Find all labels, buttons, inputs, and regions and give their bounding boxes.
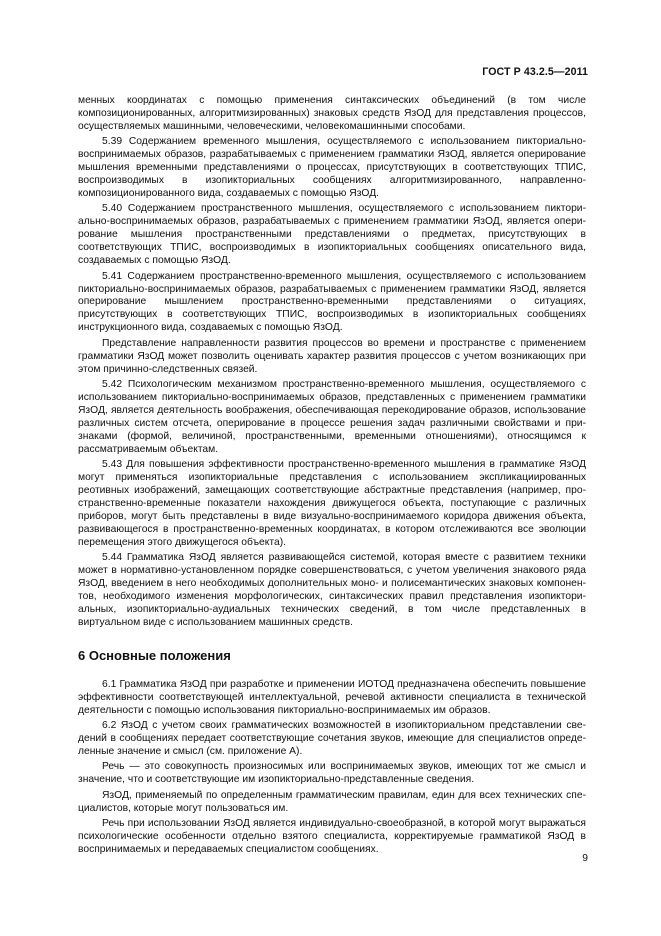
document-body <box>78 95 586 859</box>
page-number: 9 <box>582 853 588 864</box>
paragraph-speech-individual: Речь при использовании ЯзОД является индивидуально-своеобразной, в которой могут выражаться психологические особенности отдельно взятого специалиста, корректируемые грамматикой ЯзОД в воспринимаемых и передаваемых специалистом сообщениях. <box>78 817 586 855</box>
paragraph-5-39: 5.39 Содержанием временного мышления, осуществляемого с использованием пикториально-воспринимаемых образов, разрабатываемых с применением грамматики ЯзОД, является оперирование мышления временными представлениями о процессах, присутствующих в соответствующих ТПИС, воспроизводимых в изопикториальных сообщениях алгоритмизированного, направленно-композиционированного вида, создаваемых с помощью ЯзОД. <box>78 136 586 200</box>
paragraph-yazod-unified: ЯзОД, применяемый по определенным грамматическим правилам, един для всех технических специалистов, которые могут пользоваться им. <box>78 789 586 814</box>
paragraph-6-2: 6.2 ЯзОД с учетом своих грамматических возможностей в изопикториальном представлении сведений в сообщениях передает соответствующие сочетания звуков, имеющие для специалистов определенные значение и смысл (см. приложение А). <box>78 720 586 758</box>
paragraph-5-41: 5.41 Содержанием пространственно-временного мышления, осуществляемого с использованием пикториально-воспринимаемых образов, разрабатываемых с применением грамматики ЯзОД, является оперирование мышлением пространственно-временными представлениями о ситуациях, присутствующих в соответствующих ТПИС, воспроизводимых в изопикториальных сообщениях инструкционного вида, создаваемых с помощью ЯзОД. <box>78 270 586 334</box>
section-heading: 6 Основные положения <box>78 647 231 663</box>
paragraph-5-44: 5.44 Грамматика ЯзОД является развивающейся системой, которая вместе с развитием техники может в нормативно-установленном порядке совершенствоваться, с учетом увеличения знакового ряда ЯзОД, введением в него необходимых дополнительных моно- и полисемантических знаковых компонентов, необходимого изменения морфологических, синтаксических правил представления изопикториальных, изопикториально-аудиальных технических сведений, в том числе представленных в виртуальном виде с использованием машинных средств. <box>78 552 586 628</box>
paragraph-5-42: 5.42 Психологическим механизмом пространственно-временного мышления, осуществляемого с использованием пикториально-воспринимаемых образов, представленных с применением грамматики ЯзОД, является деятельность воображения, обеспечивающая перекодирование образов, использование различных систем отсчета, оперирование в процессе решения задач различными свойствами и признаками (формой, величиной, пространственными, временными отношениями), относящимся к рассматриваемым объектам. <box>78 378 586 455</box>
paragraph-continuation: менных координатах с помощью применения синтаксических объединений (в том числе композиционированных, алгоритмизированных) знаковых средств ЯзОД для представления процессов, осуществляемых машинными, человеческими, человекомашинными способами. <box>78 95 586 132</box>
document-header: ГОСТ Р 43.2.5—2011 <box>482 66 588 78</box>
paragraph-speech-definition: Речь — это совокупность произносимых или воспринимаемых звуков, имеющих тот же смысл и значение, что и соответствующие им изопикториально-представленные сведения. <box>78 761 586 786</box>
paragraph-5-40: 5.40 Содержанием пространственного мышления, осуществляемого с использованием пикториально-воспринимаемых образов, разрабатываемых с применением грамматики ЯзОД, является оперирование мышления пространственными представлениями о предметах, присутствующих в соответствующих ТПИС, воспроизводимых в изопикториальных сообщениях описательного вида, создаваемых с помощью ЯзОД. <box>78 203 586 267</box>
paragraph-6-1: 6.1 Грамматика ЯзОД при разработке и применении ИОТОД предназначена обеспечить повышение эффективности соответствующей интеллектуальной, речевой активности специалиста в технической деятельности с помощью использования пикториально-воспринимаемых им образов. <box>78 678 586 716</box>
paragraph-5-43: 5.43 Для повышения эффективности пространственно-временного мышления в грамматике ЯзОД могут применяться изопикториальные представления с использованием экспликациированных реотивных изображений, замещающих соответствующие абстрактные представления (например, пространственно-временные показатели нахождения движущегося объекта, поступающие с различных приборов, могут быть представлены в виде визуально-воспринимаемого коридора движения объекта, развивающегося в пространственно-временных координатах, в котором отслеживаются все эволюции перемещения этого движущегося объекта). <box>78 459 586 548</box>
paragraph-5-41-note: Представление направленности развития процессов во времени и пространстве с применением грамматики ЯзОД может позволить оценивать характер развития процессов с учетом возникающих при этом причинно-следственных связей. <box>78 337 586 375</box>
